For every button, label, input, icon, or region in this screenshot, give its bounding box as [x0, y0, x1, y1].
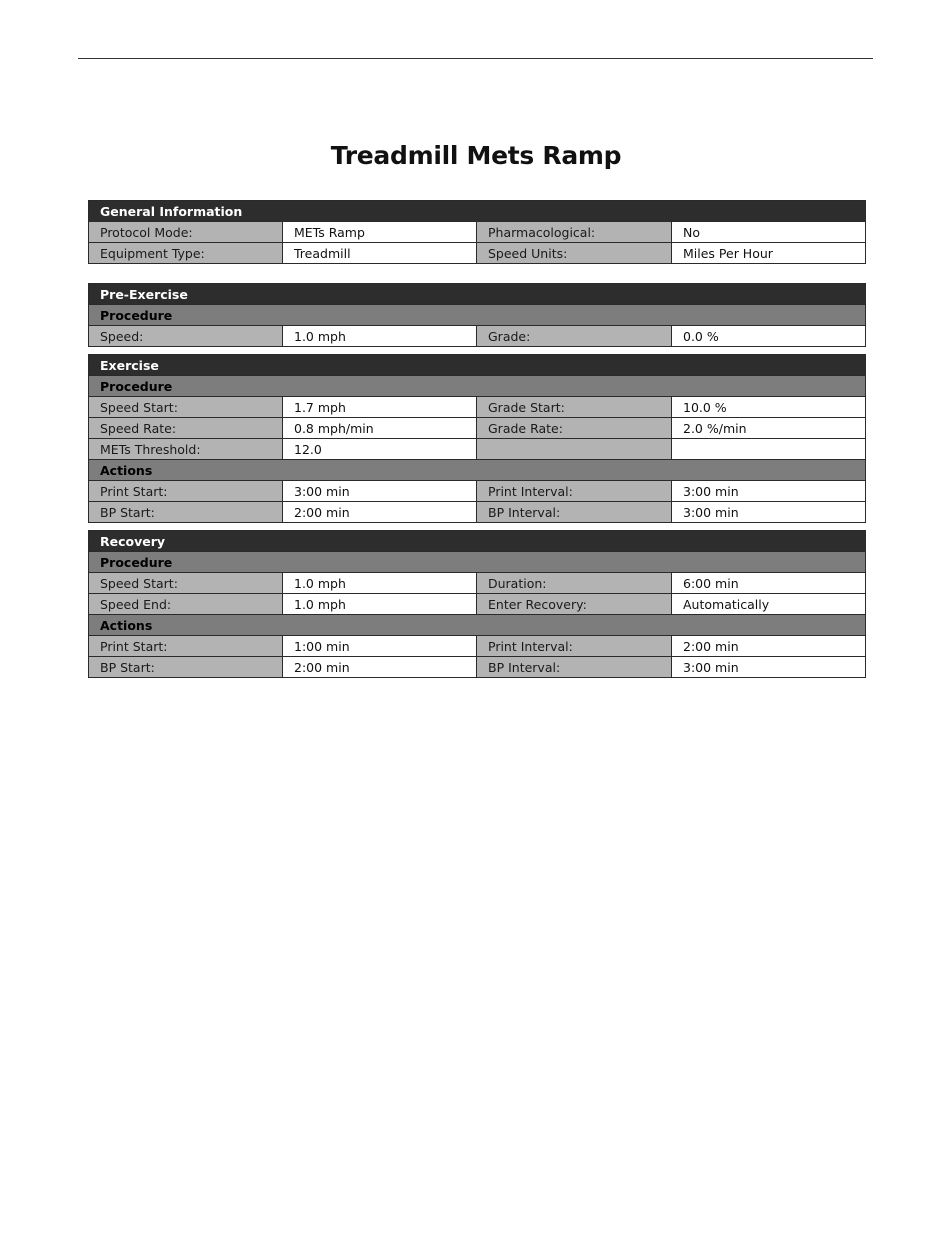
field-label: Duration: [477, 573, 672, 594]
field-label: Protocol Mode: [89, 222, 283, 243]
field-value: Treadmill [283, 243, 477, 264]
field-value: 1.0 mph [283, 594, 477, 615]
table-row [89, 657, 866, 678]
header-rule [78, 58, 873, 59]
subsection-header-row [89, 376, 866, 397]
table-row [89, 502, 866, 523]
field-label: Grade Start: [477, 397, 672, 418]
field-label: Print Start: [89, 636, 283, 657]
exercise-table [88, 354, 866, 523]
section-header-row [89, 201, 866, 222]
field-value: METs Ramp [283, 222, 477, 243]
page-title: Treadmill Mets Ramp [330, 141, 622, 170]
field-value: Miles Per Hour [672, 243, 866, 264]
subsection-heading: Actions [89, 615, 866, 636]
general-information-table [88, 200, 866, 264]
field-value: 0.0 % [672, 326, 866, 347]
subsection-heading: Procedure [89, 552, 866, 573]
field-value: 2:00 min [672, 636, 866, 657]
field-value: 2:00 min [283, 502, 477, 523]
subsection-header-row [89, 552, 866, 573]
table-row [89, 481, 866, 502]
field-label: Speed Start: [89, 397, 283, 418]
recovery-table [88, 530, 866, 678]
section-header-row [89, 531, 866, 552]
section-heading: Pre-Exercise [89, 284, 866, 305]
field-label: BP Start: [89, 502, 283, 523]
section-heading: Exercise [89, 355, 866, 376]
field-value: 0.8 mph/min [283, 418, 477, 439]
subsection-header-row [89, 305, 866, 326]
field-value: 12.0 [283, 439, 477, 460]
subsection-heading: Procedure [89, 305, 866, 326]
table-row [89, 397, 866, 418]
table-row [89, 243, 866, 264]
field-value: 6:00 min [672, 573, 866, 594]
field-value: 2.0 %/min [672, 418, 866, 439]
table-row [89, 326, 866, 347]
field-label: Equipment Type: [89, 243, 283, 264]
field-value: 3:00 min [672, 502, 866, 523]
field-label: Print Start: [89, 481, 283, 502]
field-value: 1.0 mph [283, 573, 477, 594]
field-label: Speed Units: [477, 243, 672, 264]
field-label: Print Interval: [477, 481, 672, 502]
field-value: No [672, 222, 866, 243]
table-row [89, 573, 866, 594]
section-heading: General Information [89, 201, 866, 222]
field-label [477, 439, 672, 460]
subsection-heading: Procedure [89, 376, 866, 397]
field-value: 1:00 min [283, 636, 477, 657]
field-label: Speed End: [89, 594, 283, 615]
subsection-header-row [89, 460, 866, 481]
section-header-row [89, 284, 866, 305]
field-label: Enter Recovery: [477, 594, 672, 615]
field-value: 1.7 mph [283, 397, 477, 418]
field-label: Grade Rate: [477, 418, 672, 439]
field-value: 1.0 mph [283, 326, 477, 347]
subsection-heading: Actions [89, 460, 866, 481]
field-label: BP Interval: [477, 657, 672, 678]
field-value [672, 439, 866, 460]
field-label: Speed: [89, 326, 283, 347]
field-value: 2:00 min [283, 657, 477, 678]
field-value: 3:00 min [672, 481, 866, 502]
table-row [89, 222, 866, 243]
table-row [89, 418, 866, 439]
table-row [89, 636, 866, 657]
field-label: BP Interval: [477, 502, 672, 523]
field-label: Print Interval: [477, 636, 672, 657]
field-label: Speed Rate: [89, 418, 283, 439]
field-label: BP Start: [89, 657, 283, 678]
section-header-row [89, 355, 866, 376]
field-value: 3:00 min [672, 657, 866, 678]
table-row [89, 439, 866, 460]
field-value: 3:00 min [283, 481, 477, 502]
section-heading: Recovery [89, 531, 866, 552]
table-row [89, 594, 866, 615]
field-label: Speed Start: [89, 573, 283, 594]
pre-exercise-table [88, 283, 866, 347]
field-label: METs Threshold: [89, 439, 283, 460]
field-label: Pharmacological: [477, 222, 672, 243]
field-label: Grade: [477, 326, 672, 347]
field-value: Automatically [672, 594, 866, 615]
subsection-header-row [89, 615, 866, 636]
field-value: 10.0 % [672, 397, 866, 418]
